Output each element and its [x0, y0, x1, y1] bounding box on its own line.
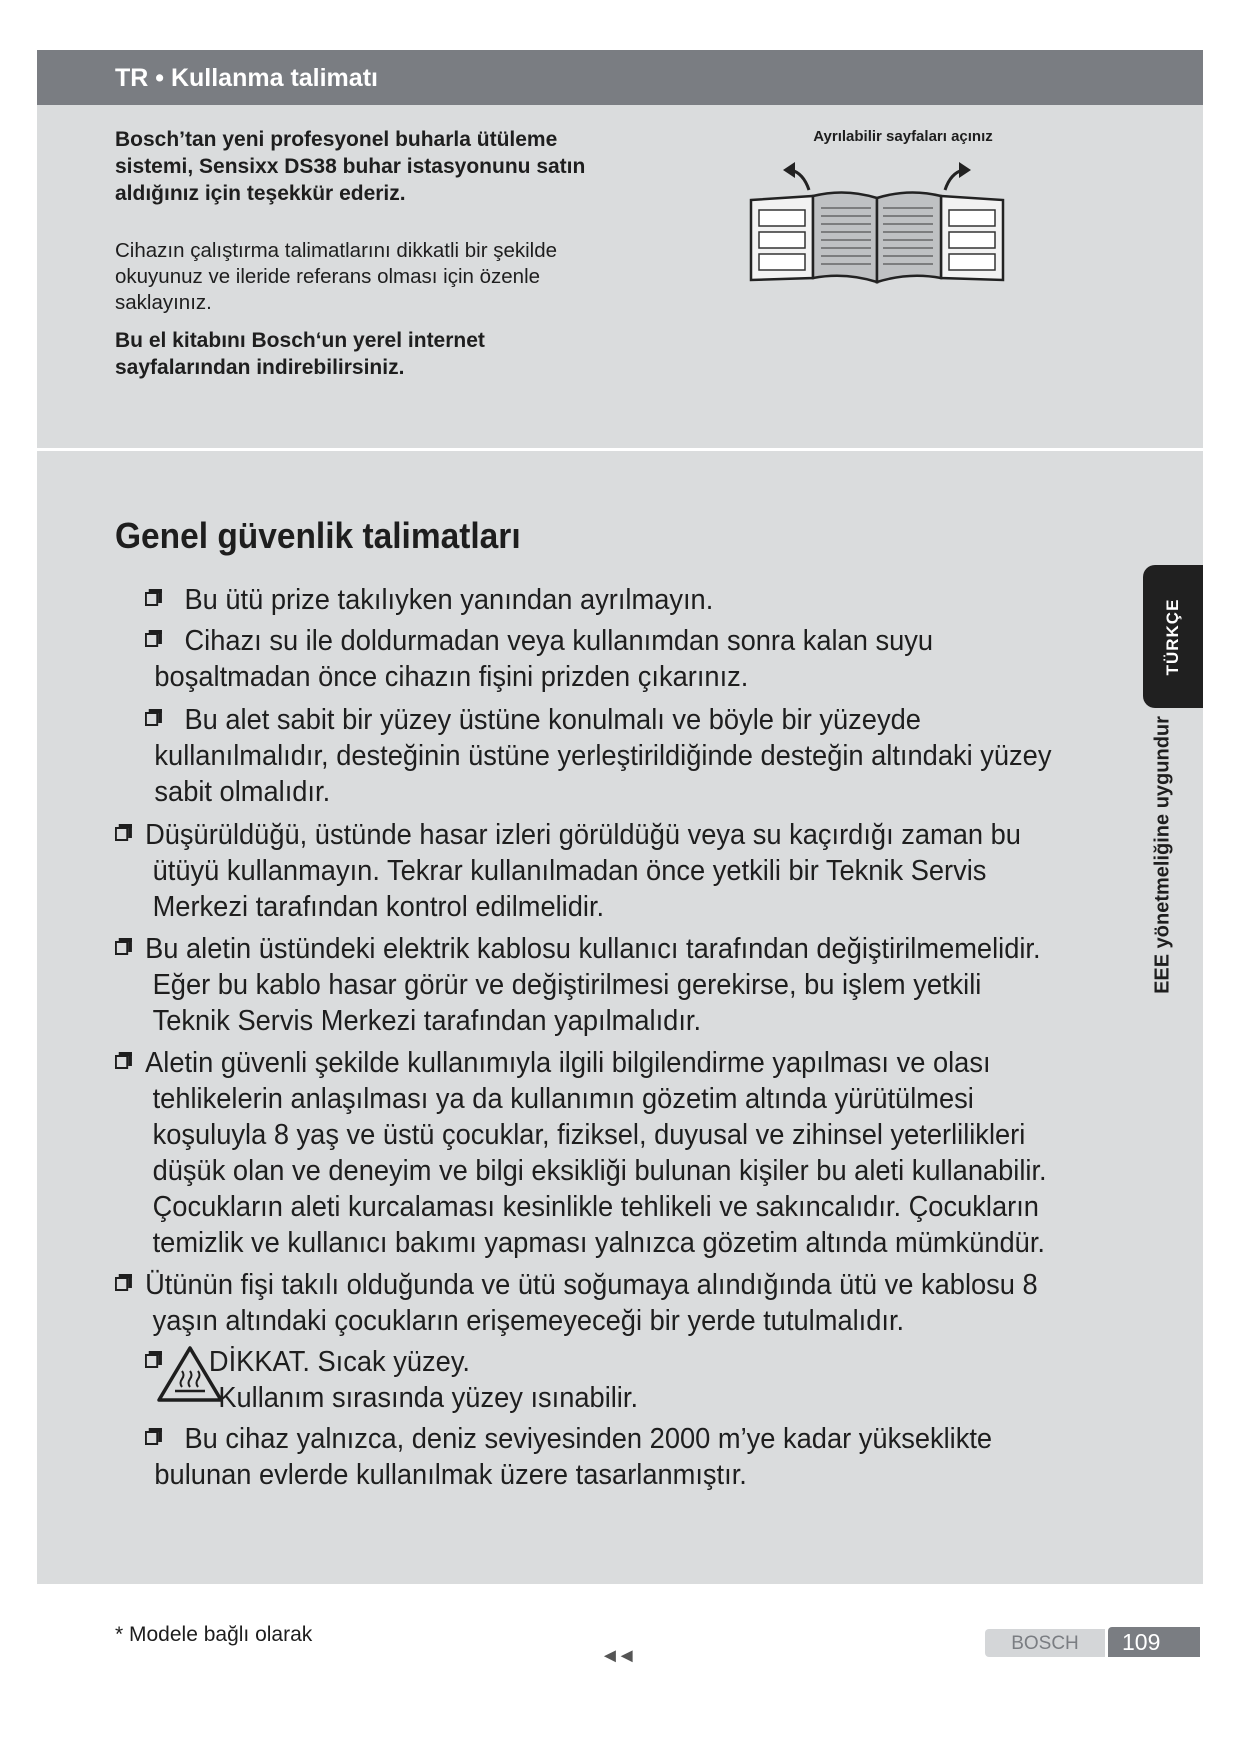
- safety-item-line: [115, 931, 1041, 967]
- safety-item-continuation: koşuluyla 8 yaş ve üstü çocuklar, fiziksel, duyusal ve zihinsel yeterlilikleri: [152, 1119, 1026, 1151]
- safety-item-continuation: bulunan evlerde kullanılmak üzere tasarlanmıştır.: [154, 1459, 747, 1491]
- safety-item-text: Aletin güvenli şekilde kullanımıyla ilgili bilgilendirme yapılması ve olası: [145, 1047, 991, 1079]
- safety-item-continuation: Eğer bu kablo hasar görür ve değiştirilmesi gerekirse, bu işlem yetkili: [152, 969, 982, 1001]
- safety-item-continuation: yaşın altındaki çocukların erişemeyeceği bir yerde tutulmalıdır.: [152, 1305, 905, 1337]
- safety-item-continuation: kullanılmalıdır, desteğinin üstüne yerleştirildiğinde desteğin altındaki yüzey: [154, 740, 1052, 772]
- intro-download-line: sayfalarından indirebilirsiniz.: [115, 356, 405, 379]
- checkbox-bullet-icon: [115, 824, 132, 842]
- safety-item: [115, 817, 1021, 925]
- safety-item-continuation: tehlikelerin anlaşılması ya da kullanımın gözetim altında yürütülmesi: [152, 1083, 974, 1115]
- intro-thanks-line: sistemi, Sensixx DS38 buhar istasyonunu satın: [115, 155, 586, 178]
- checkbox-bullet-icon: [115, 1274, 132, 1292]
- intro-download-line: Bu el kitabını Bosch‘un yerel internet: [115, 329, 485, 352]
- fold-out-caption: Ayrılabilir sayfaları açınız: [813, 128, 993, 145]
- safety-item-continuation: boşaltmadan önce cihazın fişini prizden çıkarınız.: [154, 661, 749, 693]
- section-title: Genel güvenlik talimatları: [115, 515, 521, 556]
- safety-section: [37, 451, 1203, 1584]
- safety-item: [115, 1267, 1038, 1339]
- safety-item: [115, 931, 1041, 1039]
- intro-instructions-line: okuyunuz ve ileride referans olması için özenle: [115, 265, 541, 288]
- intro-thanks-text: [115, 126, 635, 207]
- page-number: 109: [1108, 1627, 1200, 1657]
- language-tab-label: TÜRKÇE: [1163, 598, 1182, 676]
- header-title: TR • Kullanma talimatı: [115, 64, 378, 92]
- safety-item-continuation: sabit olmalıdır.: [154, 776, 331, 808]
- safety-item-line: [115, 1045, 1047, 1081]
- booklet-right-page: [877, 192, 941, 282]
- intro-instructions-line: saklayınız.: [115, 291, 212, 314]
- safety-item: [145, 702, 1051, 810]
- safety-item-text: Bu aletin üstündeki elektrik kablosu kullanıcı tarafından değiştirilmemelidir.: [145, 933, 1041, 965]
- flap-box: [949, 254, 995, 270]
- safety-item-text: Ütünün fişi takılı olduğunda ve ütü soğumaya alındığında ütü ve kablosu 8: [145, 1269, 1038, 1301]
- safety-item-continuation: Merkezi tarafından kontrol edilmelidir.: [152, 891, 605, 923]
- flap-box: [759, 232, 805, 248]
- safety-item-line: [115, 817, 1021, 853]
- brand-label: BOSCH: [985, 1629, 1105, 1657]
- booklet-left-page: [813, 192, 877, 282]
- intro-thanks-line: Bosch’tan yeni profesyonel buharla ütüleme: [115, 128, 558, 151]
- checkbox-bullet-icon: [115, 1052, 132, 1070]
- intro-instructions-text: [115, 238, 635, 316]
- flap-box: [759, 254, 805, 270]
- checkbox-bullet-icon: [145, 589, 162, 607]
- safety-item: [115, 1045, 1047, 1261]
- safety-item-line: [145, 623, 933, 659]
- safety-item: [145, 1421, 992, 1493]
- safety-item-continuation: Kullanım sırasında yüzey ısınabilir.: [218, 1382, 639, 1414]
- footnote: * Modele bağlı olarak: [115, 1623, 313, 1646]
- safety-item-line: [145, 702, 1051, 738]
- safety-item-continuation: Çocukların aleti kurcalaması kesinlikle tehlikeli ve sakıncalıdır. Çocukların: [152, 1191, 1039, 1223]
- safety-item-continuation: ütüyü kullanmayın. Tekrar kullanılmadan önce yetkili bir Teknik Servis: [152, 855, 987, 887]
- safety-item-text: Bu alet sabit bir yüzey üstüne konulmalı ve böyle bir yüzeyde: [184, 704, 921, 736]
- safety-item-text: Bu ütü prize takılıyken yanından ayrılmayın.: [184, 584, 714, 616]
- checkbox-bullet-icon: [145, 709, 162, 727]
- intro-instructions-line: Cihazın çalıştırma talimatlarını dikkatli bir şekilde: [115, 239, 558, 262]
- flap-box: [949, 210, 995, 226]
- safety-item-continuation: temizlik ve kullanıcı bakımı yapması yalnızca gözetim altında mümkündür.: [152, 1227, 1045, 1259]
- safety-item-line: [115, 1267, 1038, 1303]
- header-bar: [37, 50, 1203, 105]
- fold-left-arrowhead-icon: [783, 162, 795, 178]
- fold-out-booklet-illustration: [747, 150, 1007, 285]
- intro-thanks-line: aldığınız için teşekkür ederiz.: [115, 182, 406, 205]
- flap-box: [949, 232, 995, 248]
- intro-box: [37, 105, 1203, 448]
- safety-item-text: Düşürüldüğü, üstünde hasar izleri görüldüğü veya su kaçırdığı zaman bu: [145, 819, 1021, 851]
- previous-page-arrows-icon[interactable]: ◄◄: [600, 1645, 634, 1667]
- language-tab-turkce[interactable]: [1143, 565, 1203, 708]
- safety-item-line: [145, 1421, 992, 1457]
- eee-compliance-text: EEE yönetmeliğine uygundur: [1151, 716, 1174, 994]
- safety-item-continuation: düşük olan ve deneyim ve bilgi eksikliği bulunan kişiler bu aleti kullanabilir.: [152, 1155, 1047, 1187]
- safety-item: [145, 582, 713, 618]
- checkbox-bullet-icon: [115, 938, 132, 956]
- safety-item-text: Bu cihaz yalnızca, deniz seviyesinden 2000 m’ye kadar yükseklikte: [184, 1423, 993, 1455]
- flap-box: [759, 210, 805, 226]
- hot-surface-warning-icon: [155, 1345, 225, 1403]
- safety-item-text: DİKKAT. Sıcak yüzey.: [208, 1346, 471, 1378]
- safety-item-line: [145, 582, 713, 618]
- safety-item: [145, 623, 933, 695]
- checkbox-bullet-icon: [145, 1428, 162, 1446]
- checkbox-bullet-icon: [145, 630, 162, 648]
- safety-item-text: Cihazı su ile doldurmadan veya kullanımdan sonra kalan suyu: [184, 625, 934, 657]
- fold-right-arrowhead-icon: [959, 162, 971, 178]
- safety-item-continuation: Teknik Servis Merkezi tarafından yapılmalıdır.: [152, 1005, 702, 1037]
- intro-download-text: [115, 327, 635, 381]
